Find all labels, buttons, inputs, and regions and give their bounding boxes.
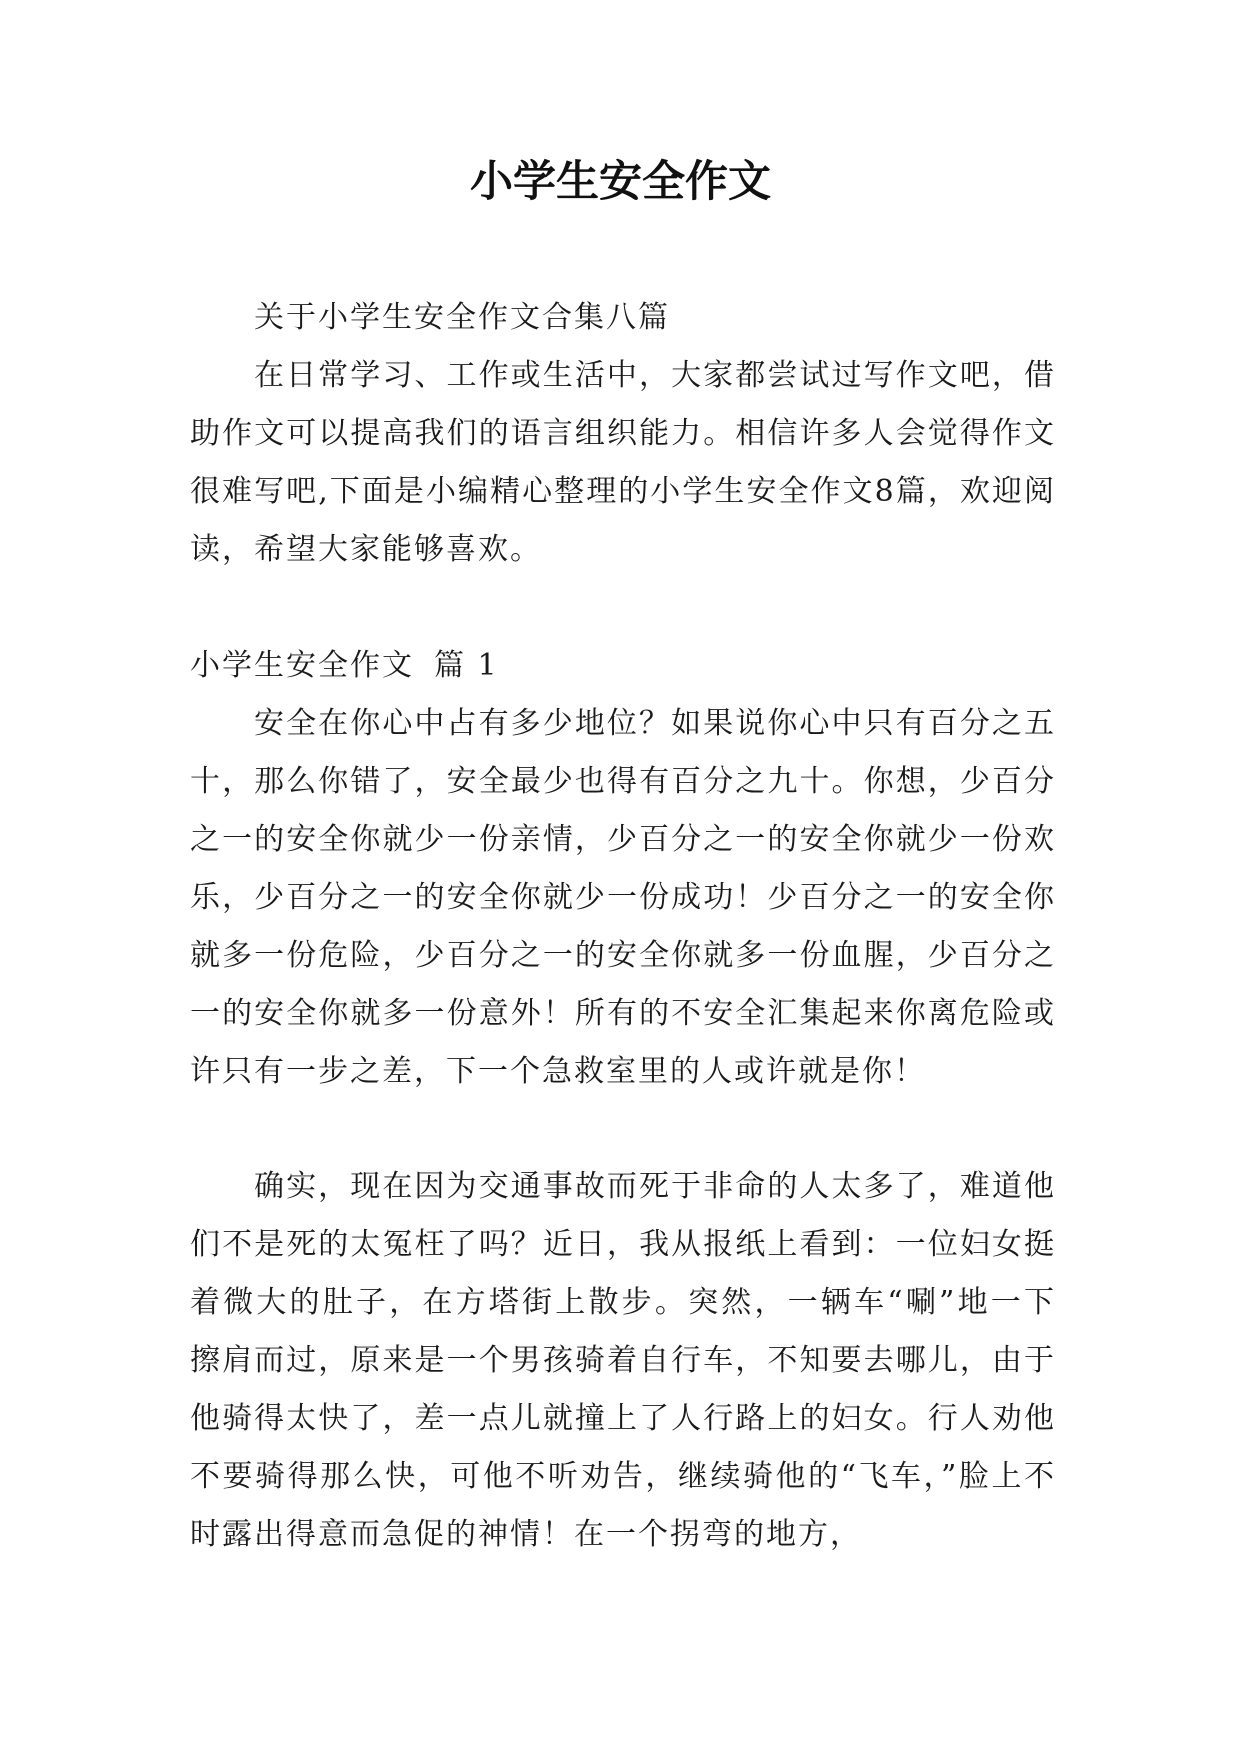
intro-paragraph: 在日常学习、工作或生活中，大家都尝试过写作文吧，借助作文可以提高我们的语言组织能力。相信许多人会觉得作文很难写吧,下面是小编精心整理的小学生安全作文8篇，欢迎阅读，希望大家能够喜欢。	[190, 358, 1056, 567]
section-paragraph-1: 安全在你心中占有多少地位？如果说你心中只有百分之五十，那么你错了，安全最少也得有百分之九十。你想，少百分之一的安全你就少一份亲情，少百分之一的安全你就少一份欢乐，少百分之一的安全你就少一份成功！少百分之一的安全你就多一份危险，少百分之一的安全你就多一份血腥，少百分之一的安全你就多一份意外！所有的不安全汇集起来你离危险或许只有一步之差，下一个急救室里的人或许就是你！	[190, 706, 1056, 1089]
section-paragraph-2: 确实，现在因为交通事故而死于非命的人太多了，难道他们不是死的太冤枉了吗？近日，我从报纸上看到：一位妇女挺着微大的肚子，在方塔街上散步。突然，一辆车“唰”地一下擦肩而过，原来是一个男孩骑着自行车，不知要去哪儿，由于他骑得太快了，差一点儿就撞上了人行路上的妇女。行人劝他不要骑得那么快，可他不听劝告，继续骑他的“飞车，”脸上不时露出得意而急促的神情！在一个拐弯的地方，	[190, 1169, 1056, 1552]
intro-heading: 关于小学生安全作文合集八篇	[254, 300, 670, 335]
section-heading	[190, 637, 1056, 695]
page-title: 小学生安全作文	[470, 157, 771, 207]
section-heading-text: 小学生安全作文	[190, 648, 414, 683]
section-number-label: 篇 1	[434, 648, 499, 683]
